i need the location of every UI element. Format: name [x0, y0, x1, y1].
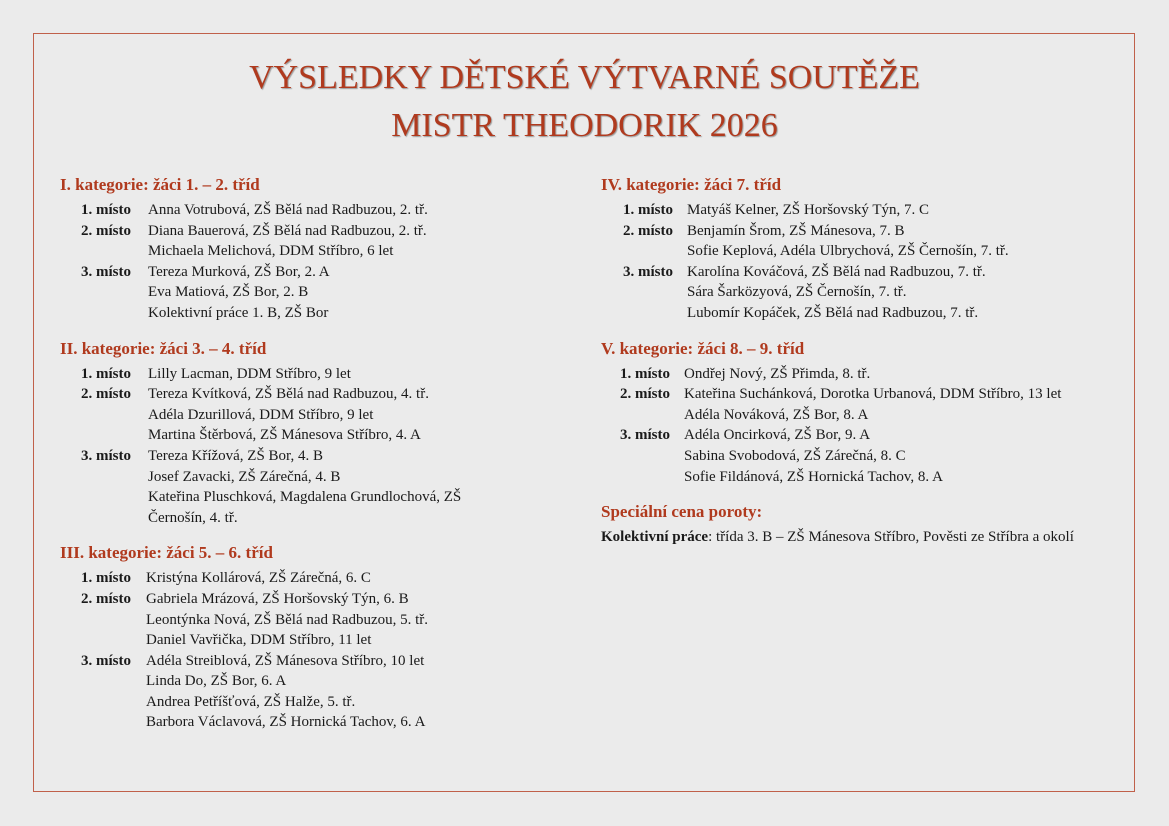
winner-entry: Eva Matiová, ZŠ Bor, 2. B	[148, 284, 309, 301]
place-names	[673, 262, 1121, 324]
winner-entry: Tereza Murková, ZŠ Bor, 2. A	[148, 263, 330, 280]
winner-entry: Gabriela Mrázová, ZŠ Horšovský Týn, 6. B	[146, 590, 409, 607]
winner-entry: Sofie Fildánová, ZŠ Hornická Tachov, 8. A	[684, 468, 943, 485]
winner-entry: Adéla Dzurillová, DDM Stříbro, 9 let	[148, 406, 374, 423]
category-title: I. kategorie: žáci 1. – 2. tříd	[60, 175, 260, 194]
winner-entry: Lubomír Kopáček, ZŠ Bělá nad Radbuzou, 7. tř.	[687, 304, 979, 321]
place-row	[601, 221, 1121, 262]
place-row	[60, 221, 520, 262]
place-names	[670, 425, 1121, 487]
place-names	[131, 221, 520, 262]
place-row	[60, 364, 520, 385]
category-4	[601, 174, 1121, 324]
special-prize-label: Kolektivní práce	[601, 529, 709, 546]
place-names	[673, 200, 1121, 221]
place-row	[60, 262, 520, 324]
winner-entry: Linda Do, ZŠ Bor, 6. A	[146, 673, 287, 690]
place-names	[131, 446, 520, 528]
place-names	[131, 384, 520, 446]
place-label: 3. místo	[81, 447, 131, 464]
winner-entry: Kateřina Suchánková, Dorotka Urbanová, DDM Stříbro, 13 let	[684, 386, 1062, 403]
winner-entry: Sára Šarközyová, ZŠ Černošín, 7. tř.	[687, 284, 907, 301]
winner-entry: Anna Votrubová, ZŠ Bělá nad Radbuzou, 2. tř.	[148, 202, 428, 218]
place-names	[131, 568, 520, 589]
place-row	[60, 589, 520, 651]
place-label: 2. místo	[81, 590, 131, 607]
category-title: II. kategorie: žáci 3. – 4. tříd	[60, 338, 267, 358]
place-row	[60, 446, 520, 528]
winner-entry: Ondřej Nový, ZŠ Přimda, 8. tř.	[684, 365, 871, 382]
winner-entry: Sabina Svobodová, ZŠ Zárečná, 8. C	[684, 447, 906, 464]
winner-entry: Sofie Keplová, Adéla Ulbrychová, ZŠ Černošín, 7. tř.	[687, 243, 1009, 260]
place-label: 2. místo	[81, 386, 131, 403]
place-row	[601, 364, 1121, 385]
place-names	[131, 651, 520, 733]
page-subtitle: MISTR THEODORIK 2026	[391, 107, 778, 144]
winner-entry: Diana Bauerová, ZŠ Bělá nad Radbuzou, 2. tř.	[148, 222, 427, 239]
winner-entry: Černošín, 4. tř.	[148, 509, 238, 526]
place-names	[131, 589, 520, 651]
place-names	[131, 364, 520, 385]
place-row	[601, 262, 1121, 324]
category-5	[601, 338, 1121, 488]
category-title: IV. kategorie: žáci 7. tříd	[601, 175, 782, 194]
category-1	[60, 174, 520, 324]
place-row	[60, 384, 520, 446]
winner-entry: Leontýnka Nová, ZŠ Bělá nad Radbuzou, 5. tř.	[146, 611, 429, 628]
place-names	[131, 262, 520, 324]
category-title: III. kategorie: žáci 5. – 6. tříd	[60, 543, 273, 563]
winner-entry: Lilly Lacman, DDM Stříbro, 9 let	[148, 365, 351, 382]
place-label: 1. místo	[81, 202, 131, 218]
place-names	[670, 364, 1121, 385]
winner-entry: Adéla Oncirková, ZŠ Bor, 9. A	[684, 427, 871, 444]
winner-entry: Kristýna Kollárová, ZŠ Zárečná, 6. C	[146, 570, 371, 587]
special-prize-title: Speciální cena poroty:	[601, 502, 763, 522]
place-label: 3. místo	[623, 263, 673, 280]
winner-entry: Matyáš Kelner, ZŠ Horšovský Týn, 7. C	[687, 202, 930, 218]
winner-entry: Kolektivní práce 1. B, ZŠ Bor	[148, 304, 329, 321]
place-row	[601, 425, 1121, 487]
winner-entry: Kateřina Pluschková, Magdalena Grundlochová, ZŠ	[148, 489, 462, 506]
category-title: V. kategorie: žáci 8. – 9. tříd	[601, 338, 805, 358]
place-label: 3. místo	[81, 263, 131, 280]
place-row	[601, 384, 1121, 425]
special-jury-prize	[601, 501, 1121, 548]
place-names	[670, 384, 1121, 425]
special-prize-description: : třída 3. B – ZŠ Mánesova Stříbro, Pověsti ze Stříbra a okolí	[708, 529, 1074, 546]
place-row	[60, 200, 520, 221]
place-names	[673, 221, 1121, 262]
special-prize-text	[601, 527, 1101, 548]
place-row	[60, 568, 520, 589]
place-label: 1. místo	[81, 570, 131, 587]
place-label: 3. místo	[620, 427, 670, 444]
place-row	[60, 651, 520, 733]
place-label: 2. místo	[620, 386, 670, 403]
place-label: 2. místo	[623, 222, 673, 239]
winner-entry: Andrea Petříšťová, ZŠ Halže, 5. tř.	[146, 693, 356, 710]
winner-entry: Michaela Melichová, DDM Stříbro, 6 let	[148, 243, 394, 260]
winner-entry: Tereza Křížová, ZŠ Bor, 4. B	[148, 447, 323, 464]
page-title: VÝSLEDKY DĚTSKÉ VÝTVARNÉ SOUTĚŽE	[249, 59, 920, 96]
category-2	[60, 338, 520, 529]
winner-entry: Daniel Vavřička, DDM Stříbro, 11 let	[146, 632, 372, 649]
winner-entry: Tereza Kvítková, ZŠ Bělá nad Radbuzou, 4. tř.	[148, 386, 429, 403]
winner-entry: Karolína Kováčová, ZŠ Bělá nad Radbuzou, 7. tř.	[687, 263, 986, 280]
place-label: 1. místo	[623, 202, 673, 218]
category-3	[60, 542, 520, 733]
left-column	[60, 174, 520, 747]
place-row	[601, 200, 1121, 221]
winner-entry: Adéla Nováková, ZŠ Bor, 8. A	[684, 406, 869, 423]
place-names	[131, 200, 520, 221]
place-label: 1. místo	[81, 365, 131, 382]
winner-entry: Benjamín Šrom, ZŠ Mánesova, 7. B	[687, 222, 905, 239]
winner-entry: Adéla Streiblová, ZŠ Mánesova Stříbro, 10 let	[146, 652, 425, 669]
right-column	[601, 174, 1121, 548]
place-label: 1. místo	[620, 365, 670, 382]
winner-entry: Martina Štěrbová, ZŠ Mánesova Stříbro, 4. A	[148, 427, 421, 444]
winner-entry: Josef Zavacki, ZŠ Zárečná, 4. B	[148, 468, 341, 485]
winner-entry: Barbora Václavová, ZŠ Hornická Tachov, 6. A	[146, 714, 426, 731]
place-label: 2. místo	[81, 222, 131, 239]
place-label: 3. místo	[81, 652, 131, 669]
